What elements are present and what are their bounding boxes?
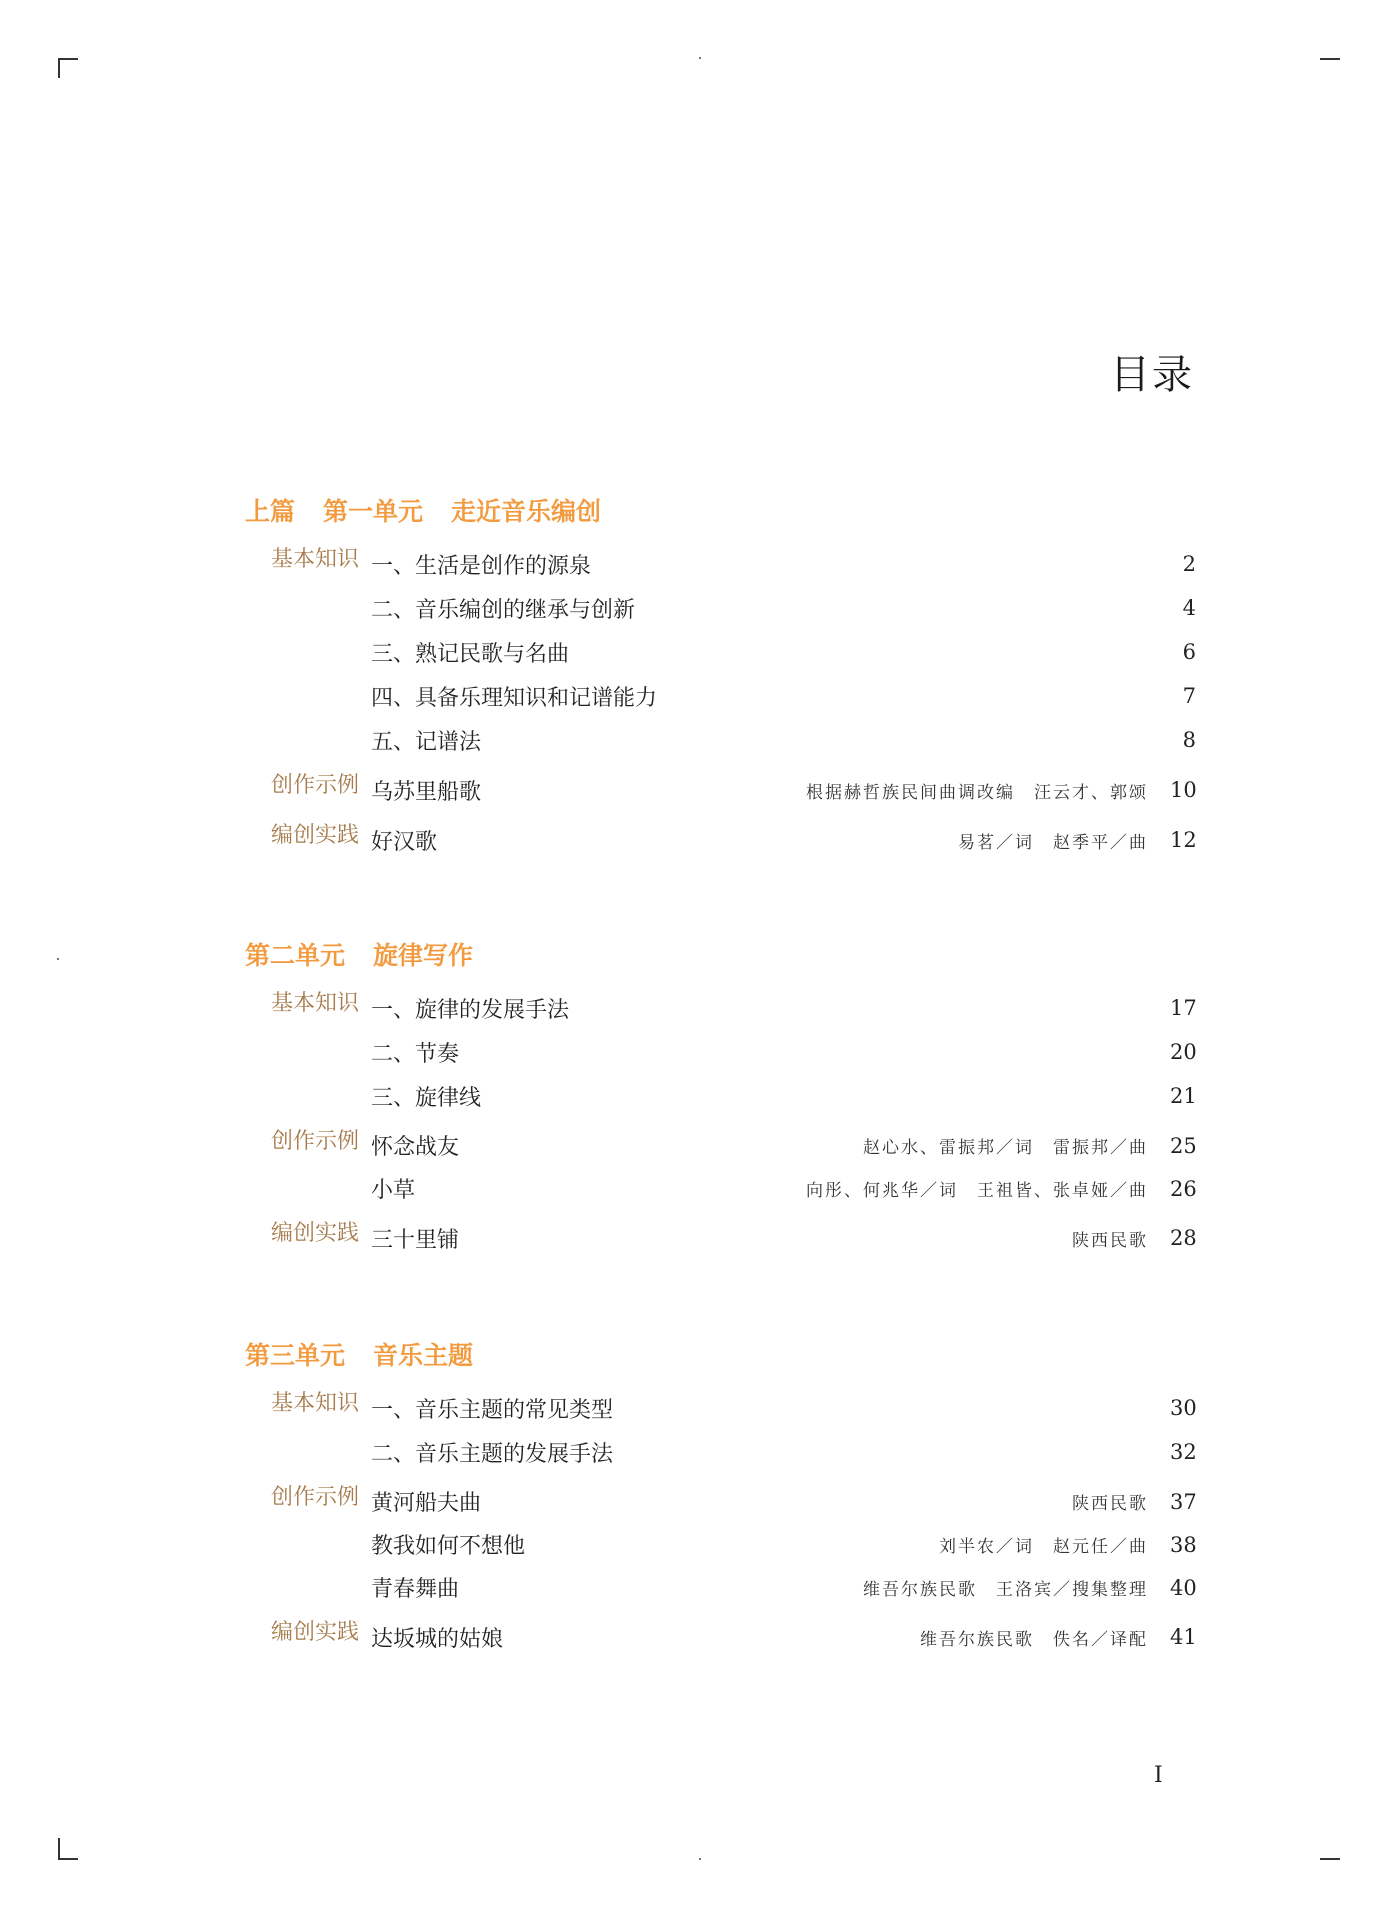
- entry-title: 二、音乐编创的继承与创新: [371, 597, 636, 623]
- entry-page: 8: [1182, 728, 1196, 752]
- toc-entry[interactable]: [371, 1480, 1196, 1523]
- toc-entry[interactable]: [371, 674, 1196, 718]
- entry-page: 12: [1170, 828, 1197, 852]
- toc-entry[interactable]: [371, 1523, 1196, 1566]
- crop-mark-bottom-left-v: [58, 1838, 60, 1860]
- entry-title: 小草: [371, 1178, 416, 1203]
- unit-name: 音乐主题: [373, 1341, 474, 1370]
- page-title: 目录: [1110, 352, 1194, 398]
- section-label: 创作示例: [271, 773, 360, 798]
- toc-entry[interactable]: [371, 1430, 1196, 1474]
- entry-page: 21: [1170, 1084, 1197, 1108]
- entry-title: 教我如何不想他: [371, 1534, 526, 1559]
- entry-title: 三、熟记民歌与名曲: [371, 641, 570, 667]
- toc-entry[interactable]: [371, 1216, 1196, 1260]
- unit-number: 第二单元: [245, 941, 346, 970]
- section-composition-example: [245, 1124, 1196, 1210]
- unit-3: [245, 1336, 1196, 1659]
- crop-mark-top-right: [1320, 58, 1340, 60]
- section-practice: [245, 818, 1196, 862]
- section-label: 创作示例: [271, 1485, 360, 1510]
- crop-mark-bottom-right: [1320, 1858, 1340, 1860]
- entry-title: 四、具备乐理知识和记谱能力: [371, 685, 658, 711]
- entry-title: 一、生活是创作的源泉: [371, 553, 592, 579]
- unit-number: 第三单元: [245, 1341, 346, 1370]
- entry-page: 6: [1182, 640, 1196, 664]
- toc-entry[interactable]: [371, 1615, 1196, 1659]
- registration-dot-top: [699, 57, 701, 59]
- section-label: 编创实践: [271, 1221, 360, 1246]
- entry-title: 二、节奏: [371, 1041, 460, 1067]
- registration-dot-bottom: [699, 1858, 701, 1860]
- registration-dot-left: [57, 958, 59, 960]
- entry-credit: 维吾尔族民歌 王洛宾／搜集整理: [863, 1580, 1148, 1600]
- crop-mark-top-left-v: [58, 58, 60, 78]
- section-composition-example: [245, 1480, 1196, 1609]
- toc-entry[interactable]: [371, 586, 1196, 630]
- entry-page: 30: [1170, 1396, 1197, 1420]
- entry-page: 41: [1170, 1625, 1197, 1649]
- unit-2: [245, 936, 1196, 1260]
- toc-entry[interactable]: [371, 630, 1196, 674]
- entry-page: 17: [1170, 996, 1197, 1020]
- toc-entry[interactable]: [371, 986, 1196, 1030]
- entry-title: 青春舞曲: [371, 1577, 460, 1602]
- entry-title: 三、旋律线: [371, 1085, 482, 1111]
- unit-name: 走近音乐编创: [451, 497, 602, 526]
- entry-page: 25: [1170, 1133, 1197, 1158]
- section-basic-knowledge: [245, 1386, 1196, 1474]
- toc-entry[interactable]: [371, 1124, 1196, 1167]
- section-label: 创作示例: [271, 1129, 360, 1154]
- section-label: 基本知识: [271, 547, 360, 572]
- unit-1: [245, 492, 1196, 862]
- entry-page: 7: [1182, 684, 1196, 708]
- section-label: 编创实践: [271, 823, 360, 848]
- section-practice: [245, 1615, 1196, 1659]
- entry-page: 4: [1182, 596, 1196, 620]
- entry-page: 38: [1170, 1532, 1197, 1557]
- crop-mark-top-left-h: [58, 58, 78, 60]
- entry-title: 一、音乐主题的常见类型: [371, 1397, 614, 1423]
- unit-name: 旋律写作: [373, 941, 474, 970]
- entry-title: 达坂城的姑娘: [371, 1626, 504, 1652]
- unit-heading: [245, 936, 1196, 976]
- toc-entry[interactable]: [371, 1167, 1196, 1210]
- section-basic-knowledge: [245, 986, 1196, 1118]
- entry-page: 37: [1170, 1489, 1197, 1514]
- entry-credit: 陕西民歌: [1072, 1494, 1148, 1514]
- entry-credit: 向彤、何兆华／词 王祖皆、张卓娅／曲: [806, 1181, 1148, 1201]
- entry-title: 好汉歌: [371, 829, 438, 855]
- entry-title: 怀念战友: [371, 1135, 460, 1160]
- entry-credit: 易茗／词 赵季平／曲: [958, 832, 1148, 853]
- entry-credit: 陕西民歌: [1072, 1230, 1148, 1251]
- section-label: 基本知识: [271, 1391, 360, 1416]
- entry-title: 五、记谱法: [371, 729, 482, 755]
- part-label: 上篇: [245, 497, 296, 526]
- crop-mark-bottom-left-h: [58, 1858, 78, 1860]
- entry-page: 26: [1170, 1176, 1197, 1201]
- entry-title: 一、旋律的发展手法: [371, 997, 570, 1023]
- unit-heading: [245, 1336, 1196, 1376]
- entry-page: 32: [1170, 1440, 1197, 1464]
- toc-entry[interactable]: [371, 542, 1196, 586]
- entry-title: 二、音乐主题的发展手法: [371, 1441, 614, 1467]
- section-label: 基本知识: [271, 991, 360, 1016]
- entry-page: 2: [1182, 552, 1196, 576]
- entry-page: 10: [1170, 778, 1197, 802]
- section-basic-knowledge: [245, 542, 1196, 762]
- entry-credit: 刘半农／词 赵元任／曲: [939, 1537, 1148, 1557]
- entry-credit: 根据赫哲族民间曲调改编 汪云才、郭颂: [806, 782, 1148, 803]
- entry-credit: 赵心水、雷振邦／词 雷振邦／曲: [863, 1138, 1148, 1158]
- page-number: I: [1154, 1763, 1163, 1788]
- entry-page: 20: [1170, 1040, 1197, 1064]
- toc-entry[interactable]: [371, 818, 1196, 862]
- entry-page: 40: [1170, 1575, 1197, 1600]
- entry-page: 28: [1170, 1226, 1197, 1250]
- entry-title: 三十里铺: [371, 1227, 460, 1253]
- toc-entry[interactable]: [371, 1566, 1196, 1609]
- unit-number: 第一单元: [323, 497, 424, 526]
- toc-entry[interactable]: [371, 1030, 1196, 1074]
- toc-entry[interactable]: [371, 1074, 1196, 1118]
- toc-entry[interactable]: [371, 718, 1196, 762]
- toc-entry[interactable]: [371, 1386, 1196, 1430]
- unit-heading: [245, 492, 1196, 532]
- toc-entry[interactable]: [371, 768, 1196, 812]
- entry-credit: 维吾尔族民歌 佚名／译配: [920, 1629, 1148, 1650]
- section-practice: [245, 1216, 1196, 1260]
- entry-title: 乌苏里船歌: [371, 779, 482, 805]
- section-composition-example: [245, 768, 1196, 812]
- entry-title: 黄河船夫曲: [371, 1491, 482, 1516]
- section-label: 编创实践: [271, 1620, 360, 1645]
